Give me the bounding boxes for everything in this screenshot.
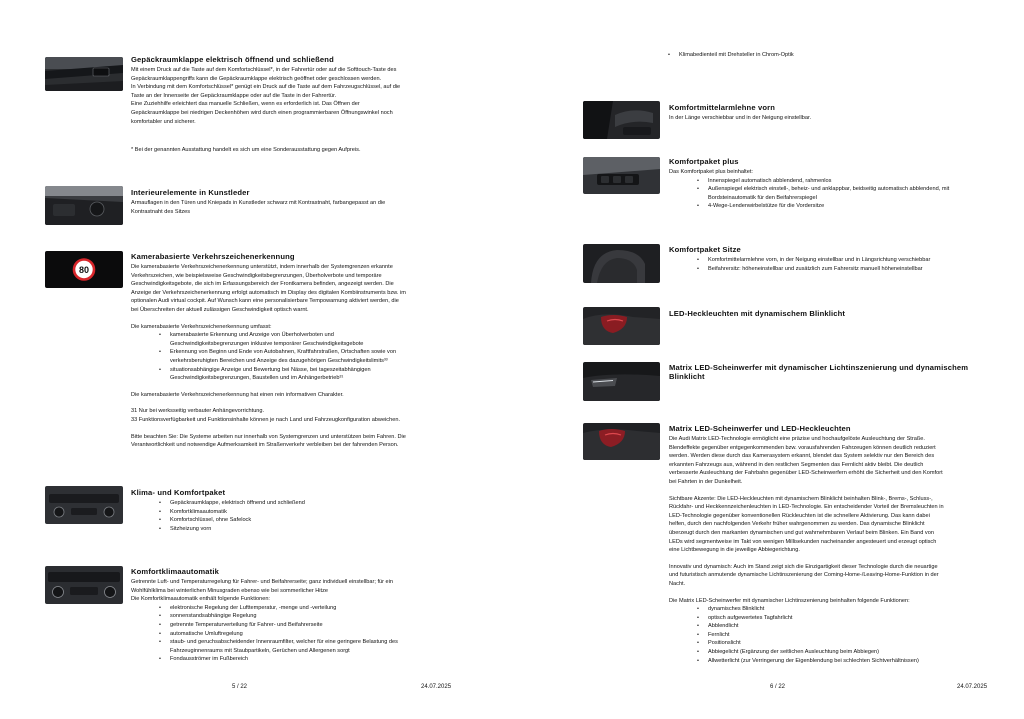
page-number: 6 / 22 (770, 684, 786, 690)
text-line: Mit einem Druck auf die Taste auf dem Komfortschlüssel*, in der Fahrertür oder auf die Softtouch-Taste des (131, 67, 397, 73)
text-line: werden. Werden diese durch das Kamerasystem erkannt, blendet das System selektiv nur den Bereich des (669, 453, 935, 460)
list-item: • sonnenstandsabhängige Regelung (159, 612, 398, 621)
text-line: Armauflagen in den Türen und Kniepads in Kunstleder schwarz mit Kontrastnaht, farbangepasst an die (131, 200, 386, 206)
footnote: 31 Nur bei werksseitig verbauter Anhängevorrichtung. (131, 408, 265, 415)
list-item: • Allwetterlicht (zur Verringerung der Eigenblendung bei schlechten Sichtverhältnissen) (697, 657, 944, 666)
section-armrest (669, 103, 811, 123)
list-item: • Positionslicht (697, 639, 944, 648)
section-comfort-seats (669, 245, 930, 273)
section-matrix-led (669, 424, 944, 665)
list-item: • automatische Umluftregelung (159, 630, 398, 639)
text-line: Eine Zuziehhilfe erleichtert das manuelle Schließen, wenn es erforderlich ist. Das Öffnen der (131, 101, 360, 108)
interior-image (45, 186, 123, 225)
led-taillight-image (583, 307, 660, 345)
text-line: Sichtbare Akzente: Die LED-Heckleuchten mit dynamischem Blinklicht beinhalten Blink-, Brems-, Schluss-, (669, 495, 933, 502)
text-line: Geschwindigkeitsgebote, die sich im Erfassungsbereich der Frontkamera befinden, angezeigt werden. Die (131, 281, 394, 288)
comfort-seats-image (583, 244, 660, 283)
section-matrix-dynamic (669, 363, 968, 381)
list-item: • Klimabedienteil mit Drehsteller in Chrom-Optik (668, 51, 794, 60)
list-item: • kamerabasierte Erkennung und Anzeige von Überholverboten und (159, 331, 406, 340)
text-line: Die kamerabasierte Verkehrszeichenerkennung umfasst: (131, 323, 272, 330)
document-page-right (512, 0, 1024, 719)
text-line: Nacht. (669, 580, 686, 587)
list-item: • optisch aufgewertetes Tagfahrlicht (697, 614, 944, 623)
section-title: Klima- und Komfortpaket (131, 488, 226, 497)
section-title-continuation: Blinklicht (669, 372, 705, 381)
page-number: 5 / 22 (232, 684, 248, 690)
text-line: Getrennte Luft- und Temperaturregelung für Fahrer- und Beifahrerseite; ganz individuell einstellbar; für ein (131, 579, 394, 585)
text-line: Die Matrix LED-Scheinwerfer mit dynamischer Lichtinszenierung beinhalten folgende Funktionen: (669, 597, 910, 604)
speed-sign-value: 80 (78, 264, 90, 275)
text-line: eine Lichtbewegung in die jeweilige Abbiegerichtung. (669, 547, 800, 554)
section-led-taillights (669, 309, 845, 318)
section-title: Matrix LED-Scheinwerfer und LED-Heckleuchten (669, 424, 851, 433)
list-item: • Komfortklimaautomatik (159, 508, 305, 517)
list-item-continuation: Geschwindigkeitsbegrenzungen, Baustellen und im Anhängerbetrieb³¹ (170, 375, 344, 382)
text-line: helfen, durch den nachfolgenden Verkehr früher wahrgenommen zu werden. Das dynamische Blinklicht (669, 521, 925, 528)
text-line: Bitte beachten Sie: Die Systeme arbeiten nur innerhalb von Systemgrenzen und unterstützen beim Fahren. Die (131, 433, 406, 440)
section-title: LED-Heckleuchten mit dynamischem Blinklicht (669, 309, 846, 318)
section-climate-package (131, 488, 305, 533)
text-line: Die Komfortklimaautomatik enthält folgende Funktionen: (131, 596, 270, 603)
list-item: • Fondausströmer im Fußbereich (159, 655, 398, 664)
section-traffic-sign (131, 252, 406, 450)
list-item: • getrennte Temperaturverteilung für Fahrer- und Beifahrerseite (159, 621, 398, 630)
list-item: • Abbiegelicht (Ergänzung der seitlichen Ausleuchtung beim Abbiegen) (697, 648, 944, 657)
footnote: * Bei der genannten Ausstattung handelt es sich um eine Sonderausstattung gegen Aufpreis. (131, 147, 361, 153)
page-date: 24.07.2025 (957, 684, 988, 690)
section-title: Komfortklimaautomatik (131, 567, 219, 576)
continued-list (668, 51, 794, 60)
list-item: • Komfortschlüssel, ohne Safelock (159, 516, 305, 525)
list-item: • Abblendlicht (697, 622, 944, 631)
list-item: • Gepäckraumklappe, elektrisch öffnend und schließend (159, 499, 305, 508)
list-item: • dynamisches Blinklicht (697, 605, 944, 614)
list-item-continuation: Fahrzeuginnenraums mit Staubpartikeln, Gerüchen und Allergenen sorgt (170, 647, 350, 654)
list-item: • Erkennung von Beginn und Ende von Autobahnen, Kraftfahrstraßen, Ortschaften sowie von (159, 348, 406, 357)
matrix-taillight-image (583, 423, 660, 460)
text-line: verbesserte Ausleuchtung der Fahrbahn gegenüber LED-Scheinwerfern erhöht die Sicherheit und den Komfort (669, 470, 943, 477)
armrest-image (583, 101, 660, 139)
list-item-continuation: Geschwindigkeitsbegrenzungen inklusive temporärer Geschwindigkeitsgebote (170, 340, 364, 347)
section-title: Interieurelemente in Kunstleder (131, 188, 250, 197)
text-line: Verantwortlichkeit und notwendige Aufmerksamkeit im Straßenverkehr verbleiben bei der fahrenden Person. (131, 442, 399, 449)
text-line: komfortabler und sicherer. (131, 118, 196, 125)
text-line: Gepäckraumklappengriffs kann die Gepäckraumklappe elektrisch geöffnet oder geschlossen werden. (131, 75, 382, 82)
text-line: Rückfahr- und Heckkennzeichenleuchten in LED-Technologie. Ein entscheidender Vorteil der Bremsleuchten in (669, 504, 944, 511)
tailgate-image (45, 57, 123, 91)
section-title: Gepäckraumklappe elektrisch öffnend und schließend (131, 55, 334, 64)
text-line: Gepäckraumklappe bei niedrigen Deckenhöhen wird durch einen programmierbaren Öffnungswinkel noch (131, 109, 393, 116)
list-item: • Beifahrersitz: höheneinstellbar und zusätzlich zum Fahrersitz manuell höheneinstellbar (697, 265, 930, 274)
text-line: Die Audi Matrix LED-Technologie ermöglicht eine präzise und hochaufgelöste Ausleuchtung der Straße. (669, 436, 925, 442)
text-line: Wohlfühlklima bei winterlichen Minusgraden ebenso wie bei sommerlicher Hitze (131, 587, 329, 594)
page-date: 24.07.2025 (421, 684, 452, 690)
text-line: LEDs wird segmentweise im Takt von wenigen Millisekunden nacheinander angesteuert und erzeugt optisch (669, 538, 937, 545)
list-item-continuation: verkehrsberuhigten Bereichen und Anzeige des dazugehörigen Geschwindigkeitslimits³³ (170, 357, 388, 364)
section-title: Komfortpaket plus (669, 157, 739, 166)
text-line: und futuristisch anmutende dynamische Lichtinszenierung der Coming-Home-/Leaving-Home-Funktion in der (669, 572, 939, 579)
footnote: 33 Funktionsverfügbarkeit und Funktionsinhalte können je nach Land und Fahrzeugkonfiguration abweichen. (131, 416, 400, 423)
section-climate-control (131, 567, 398, 664)
list-item: • Außenspiegel elektrisch einstell-, beheiz- und anklappbar, beidseitig automatisch abblendend, mit (697, 185, 949, 194)
text-line: Verkehrszeichen, wie beispielsweise Geschwindigkeitsbegrenzungen, Überholverbote und temporäre (131, 272, 382, 279)
section-comfort-plus (669, 157, 949, 211)
text-line: optionalen Audi virtual cockpit. Auf Wunsch kann eine personalisierbare Tempowarnung aktiviert werden, die (131, 298, 399, 305)
list-item: • Fernlicht (697, 631, 944, 640)
climate-package-image (45, 486, 123, 524)
text-line: Taste an der Innenseite der Gepäckraumklappe oder auf die Taste in der Fahrertür. (131, 92, 337, 99)
list-item: • elektronische Regelung der Lufttemperatur, -menge und -verteilung (159, 604, 398, 613)
text-line: Anzeige der Verkehrszeichenerkennung erfolgt automatisch im Display des digitalen Kombiinstruments bzw. im (131, 289, 406, 296)
text-line: In Verbindung mit dem Komfortschlüssel* genügt ein Druck auf die Taste auf dem Fahrzeugschlüssel, auf die (131, 84, 401, 91)
traffic-sign-image (45, 251, 123, 288)
section-title: Kamerabasierte Verkehrszeichenerkennung (131, 252, 295, 261)
text-line: Blendeffekte gegenüber entgegenkommenden bzw. vorausfahrenden Fahrzeugen können deutlich reduziert (669, 444, 936, 451)
section-title: Komfortpaket Sitze (669, 245, 741, 254)
list-item: • situationsabhängige Anzeige und Bewertung bei Nässe, bei tageszeitabhängigen (159, 366, 406, 375)
climate-control-image (45, 566, 123, 604)
list-item: • Komfortmittelarmlehne vorn, in der Neigung einstellbar und in Längsrichtung verschiebbar (697, 256, 930, 265)
section-title: Matrix LED-Scheinwerfer mit dynamischer Lichtinszenierung und dynamischem (669, 363, 969, 372)
text-line: LED-Technologie gegenüber konventionellen Rückleuchten ist die schnellere Aktivierung. Das kann dabei (669, 512, 930, 519)
text-line: Innovativ und dynamisch: Auch im Stand zeigt sich die Einzigartigkeit dieser Technologie durch die neuartige (669, 563, 938, 570)
text-line: erkannten Fahrzeugs aus, während in den restlichen Segmenten das Fernlicht aktiv bleibt. Die deutlich (669, 461, 924, 468)
text-line: Das Komfortpaket plus beinhaltet: (669, 169, 753, 175)
text-line: Die kamerabasierte Verkehrszeichenerkennung unterstützt, indem innerhalb der Systemgrenzen erkannte (131, 264, 393, 270)
list-item-continuation: Bordsteinautomatik für den Beifahrerspiegel (708, 194, 817, 201)
list-item: • Innenspiegel automatisch abblendend, rahmenlos (697, 177, 949, 186)
list-item: • 4-Wege-Lendenwirbelstütze für die Vordersitze (697, 202, 949, 211)
text-line: überzeugt durch den markanten dynamischen und gut wahrnehmbaren Verlauf beim Blinken. Ein Band von (669, 529, 934, 536)
matrix-headlight-image (583, 362, 660, 401)
list-item: • Sitzheizung vorn (159, 525, 305, 534)
text-line: In der Länge verschiebbar und in der Neigung einstellbar. (669, 115, 812, 121)
text-line: bei Überschreiten der aktuell zulässigen Geschwindigkeit optisch warnt. (131, 306, 309, 313)
section-tailgate (131, 55, 400, 126)
text-line: bei Fahrten in der Dunkelheit. (669, 478, 743, 485)
comfort-plus-image (583, 157, 660, 194)
section-interior (131, 188, 385, 216)
text-line: Kontrastnaht des Sitzes (131, 208, 191, 215)
text-line: Die kamerabasierte Verkehrszeichenerkennung hat einen rein informativen Charakter. (131, 391, 344, 398)
section-title: Komfortmittelarmlehne vorn (669, 103, 776, 112)
list-item: • staub- und geruchsabscheidender Innenraumfilter, welcher für eine geringere Belastung des (159, 638, 398, 647)
